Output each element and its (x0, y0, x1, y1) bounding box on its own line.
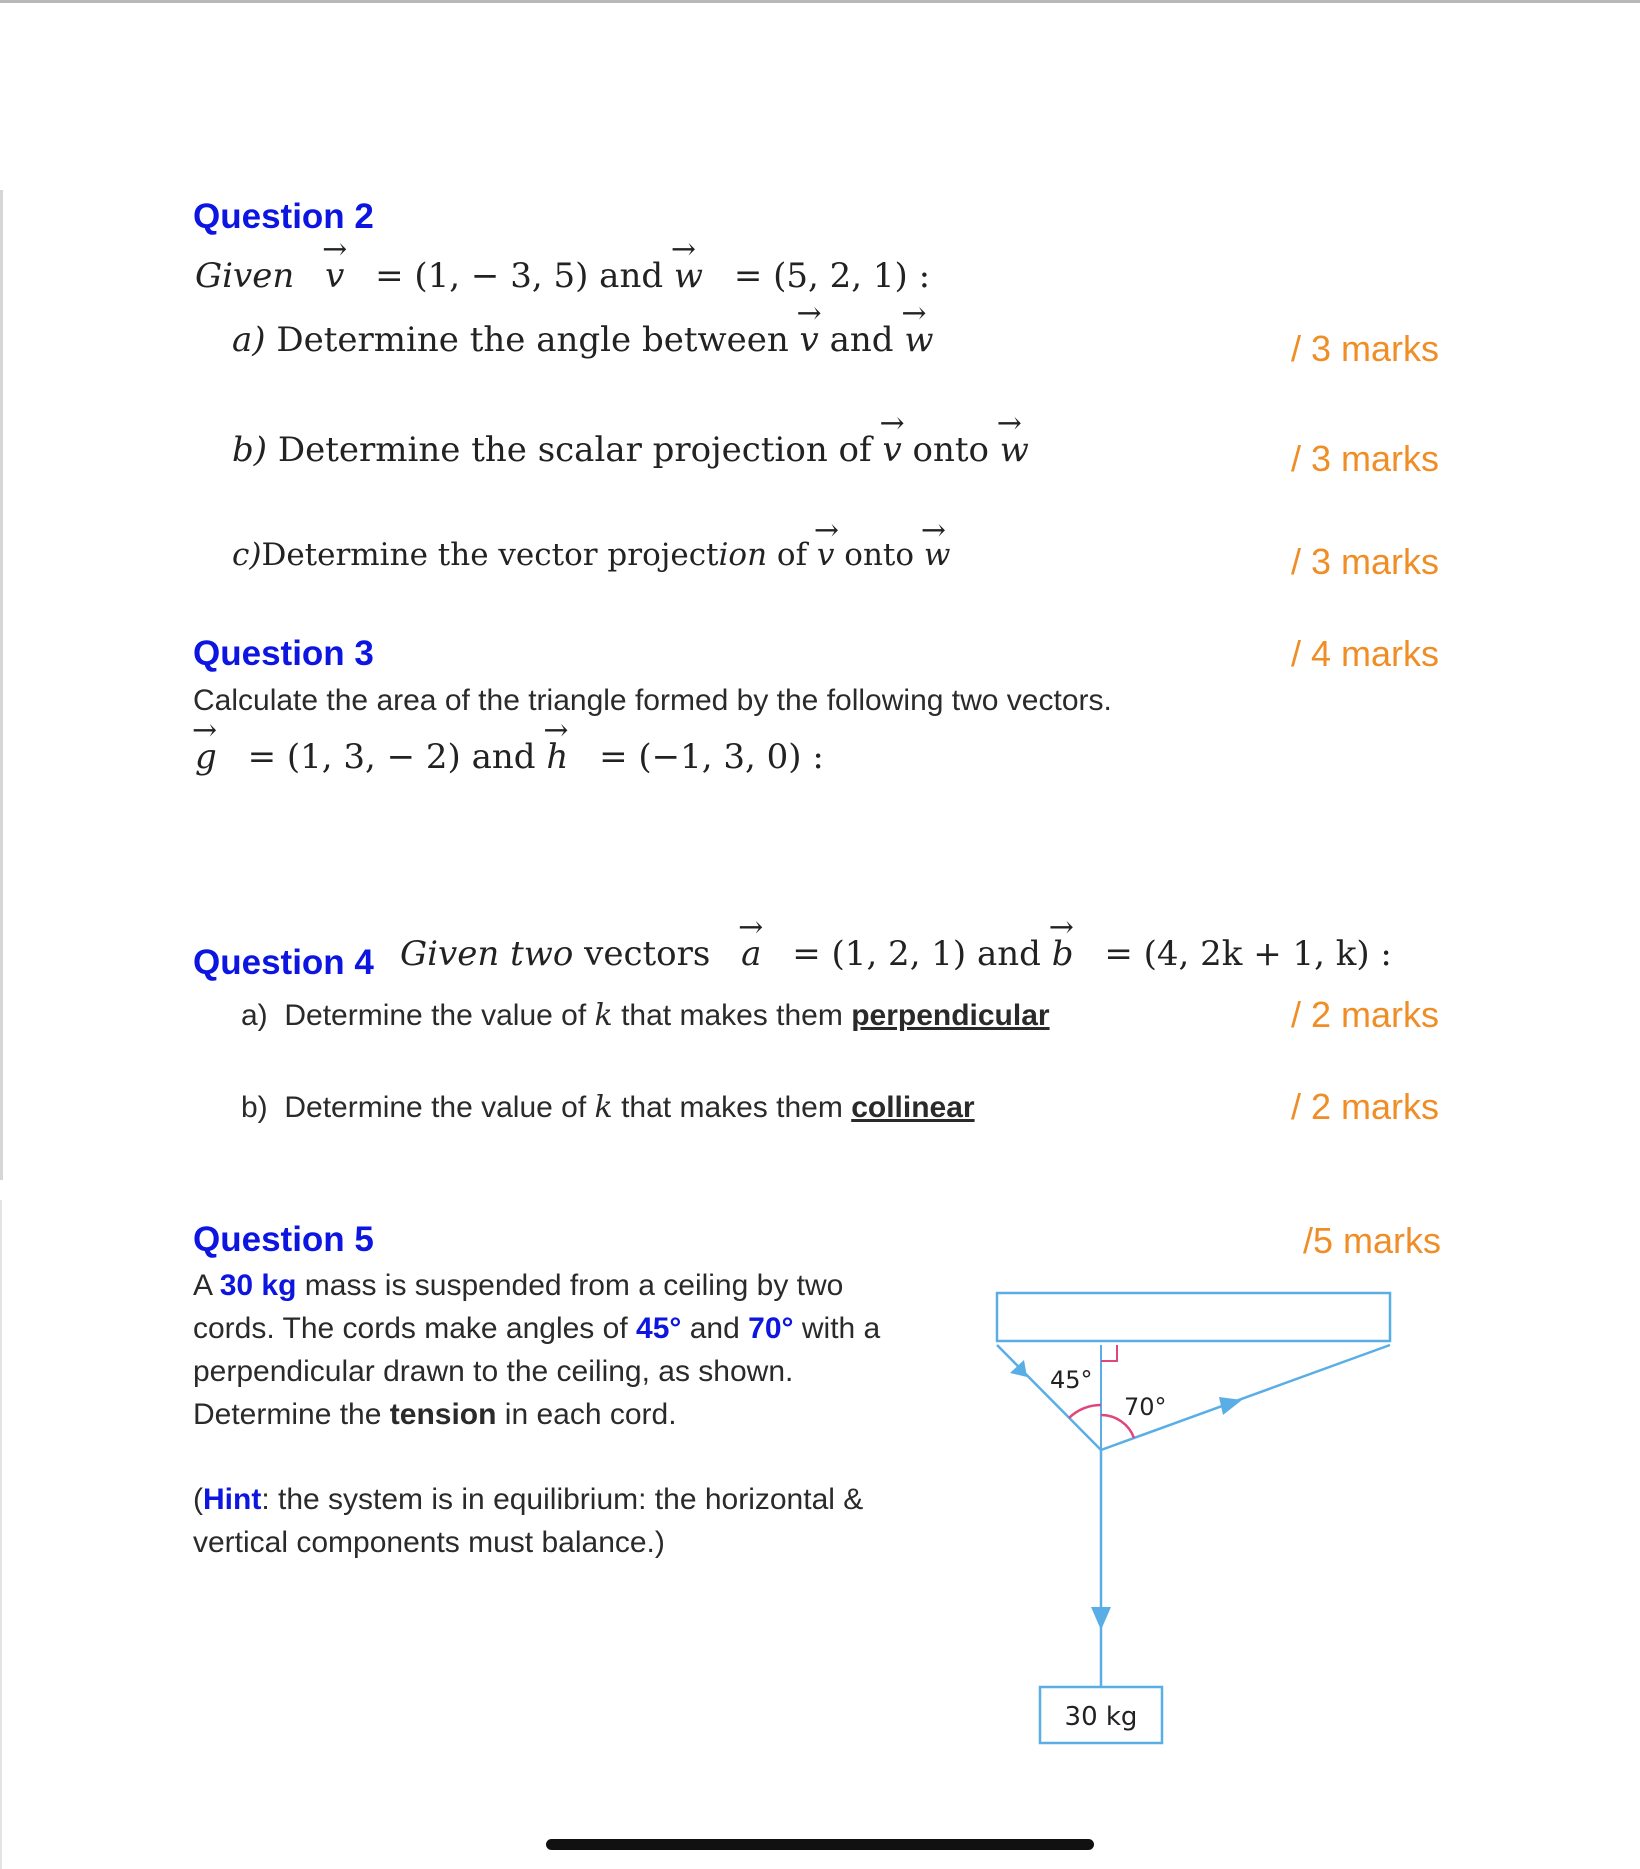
q5-line-3 (193, 1350, 880, 1393)
ceiling (997, 1293, 1390, 1341)
q5-text: A (193, 1269, 212, 1302)
q5-line-1 (193, 1264, 880, 1307)
right-angle-mark (1101, 1345, 1117, 1361)
q5-hint-word: Hint (203, 1483, 262, 1516)
q5-paragraph (193, 1264, 880, 1436)
q4-b-text-pre: Determine the value of (284, 1091, 587, 1124)
q5-hint-text: vertical components must balance.) (193, 1526, 665, 1559)
q2-c-text-italic: ion (718, 537, 768, 573)
q3-marks: / 4 marks (1291, 633, 1440, 674)
q4-a-text-post: that makes them (621, 999, 843, 1032)
q2-v-value: = (1, − 3, 5) (375, 256, 589, 296)
vector-b: → b (1052, 934, 1074, 974)
q5-text: in each cord. (504, 1398, 677, 1431)
q5-text: and (689, 1312, 740, 1345)
q4-a-text-pre: Determine the value of (284, 999, 587, 1032)
q5-mass: 30 kg (219, 1269, 297, 1302)
q4-a-label: a) (241, 999, 268, 1032)
home-indicator[interactable] (546, 1839, 1094, 1850)
q2-c-marks: / 3 marks (1291, 541, 1440, 582)
q5-marks: /5 marks (1303, 1220, 1442, 1261)
q4-given-line (400, 934, 1392, 974)
q2-c-onto: onto (844, 537, 915, 573)
q2-c-of: of (776, 537, 808, 573)
q4-b-k: k (594, 1090, 613, 1125)
vector-v: → v (325, 256, 344, 296)
angle-arc-left (1069, 1405, 1101, 1418)
q2-a-text: Determine the angle between (276, 320, 789, 360)
q2-a-marks: / 3 marks (1291, 328, 1440, 369)
q2-given-word: Given (195, 256, 295, 296)
question-4-title: Question 4 (193, 943, 374, 982)
question-3-title: Question 3 (193, 634, 374, 673)
q2-b-marks: / 3 marks (1291, 438, 1440, 479)
q2-part-c (232, 537, 950, 573)
q4-b-value: = (4, 2k + 1, k) : (1104, 934, 1392, 974)
q4-given-word: Given two (400, 934, 574, 974)
q4-and: and (977, 934, 1041, 974)
angle-label-70: 70° (1124, 1393, 1167, 1421)
q4-b-label: b) (241, 1091, 268, 1124)
q5-text: mass is suspended from a ceiling by two (304, 1269, 844, 1302)
vector-v: → v (800, 320, 819, 360)
q5-line-4 (193, 1393, 880, 1436)
weight-label: 30 kg (1064, 1702, 1138, 1732)
q4-part-b (241, 1090, 975, 1125)
vector-g: → g (195, 737, 217, 777)
q3-text: Calculate the area of the triangle formed by the following two vectors. (193, 684, 1112, 717)
q5-tension: tension (389, 1398, 497, 1431)
vector-a: → a (741, 934, 761, 974)
q5-text: cords. The cords make angles of (193, 1312, 628, 1345)
q5-line-2 (193, 1307, 880, 1350)
q5-hint-text: : the system is in equilibrium: the horizontal & (261, 1483, 864, 1516)
vector-w: → w (904, 320, 933, 360)
question-5-title: Question 5 (193, 1220, 374, 1259)
q4-b-text-post: that makes them (621, 1091, 843, 1124)
q3-g-value: = (1, 3, − 2) (247, 737, 461, 777)
q2-c-text: Determine the vector project (261, 537, 719, 573)
q5-hint (193, 1478, 863, 1564)
vector-h: → h (546, 737, 568, 777)
q5-hint-paren: ( (193, 1483, 203, 1516)
q2-a-and: and (829, 320, 894, 360)
angle-label-45: 45° (1050, 1366, 1093, 1394)
q2-b-onto: onto (912, 430, 989, 470)
q4-a-keyword: perpendicular (851, 999, 1050, 1032)
q2-w-value: = (5, 2, 1) : (733, 256, 931, 296)
q3-vectors-line (195, 737, 824, 777)
vector-v: → v (817, 537, 835, 573)
q4-a-marks: / 2 marks (1291, 994, 1440, 1035)
tension-diagram (990, 1285, 1400, 1755)
down-arrowhead (1091, 1607, 1111, 1630)
q5-angle-1: 45° (636, 1312, 682, 1345)
left-border-lower (0, 1200, 2, 1869)
q3-h-value: = (−1, 3, 0) : (599, 737, 824, 777)
q2-a-label: a) (232, 320, 266, 360)
q4-a-value: = (1, 2, 1) (792, 934, 967, 974)
left-cord (997, 1345, 1101, 1450)
q2-given-line (195, 256, 930, 296)
left-arrowhead (1010, 1360, 1027, 1377)
q2-and: and (599, 256, 664, 296)
vector-v: → v (882, 430, 901, 470)
q2-part-b (232, 430, 1029, 470)
q2-part-a (232, 320, 933, 360)
q5-hint-line-2 (193, 1521, 863, 1564)
q5-text: perpendicular drawn to the ceiling, as shown. (193, 1355, 794, 1388)
q4-b-marks: / 2 marks (1291, 1086, 1440, 1127)
vector-w: → w (924, 537, 951, 573)
q2-b-label: b) (232, 430, 268, 470)
left-border (0, 190, 3, 1180)
top-border (0, 0, 1640, 3)
q5-text: Determine the (193, 1398, 382, 1431)
vector-w: → w (1000, 430, 1029, 470)
q4-vectors-word: vectors (584, 934, 711, 974)
question-2-title: Question 2 (193, 197, 374, 236)
q4-b-keyword: collinear (851, 1091, 975, 1124)
vector-w: → w (674, 256, 703, 296)
q5-text: with a (801, 1312, 881, 1345)
q5-angle-2: 70° (748, 1312, 794, 1345)
q5-hint-line-1 (193, 1478, 863, 1521)
q2-c-label: c) (232, 537, 262, 573)
q4-part-a (241, 998, 1050, 1033)
q4-a-k: k (594, 998, 613, 1033)
q3-and: and (471, 737, 536, 777)
right-arrowhead (1219, 1397, 1242, 1415)
q2-b-text: Determine the scalar projection of (277, 430, 872, 470)
